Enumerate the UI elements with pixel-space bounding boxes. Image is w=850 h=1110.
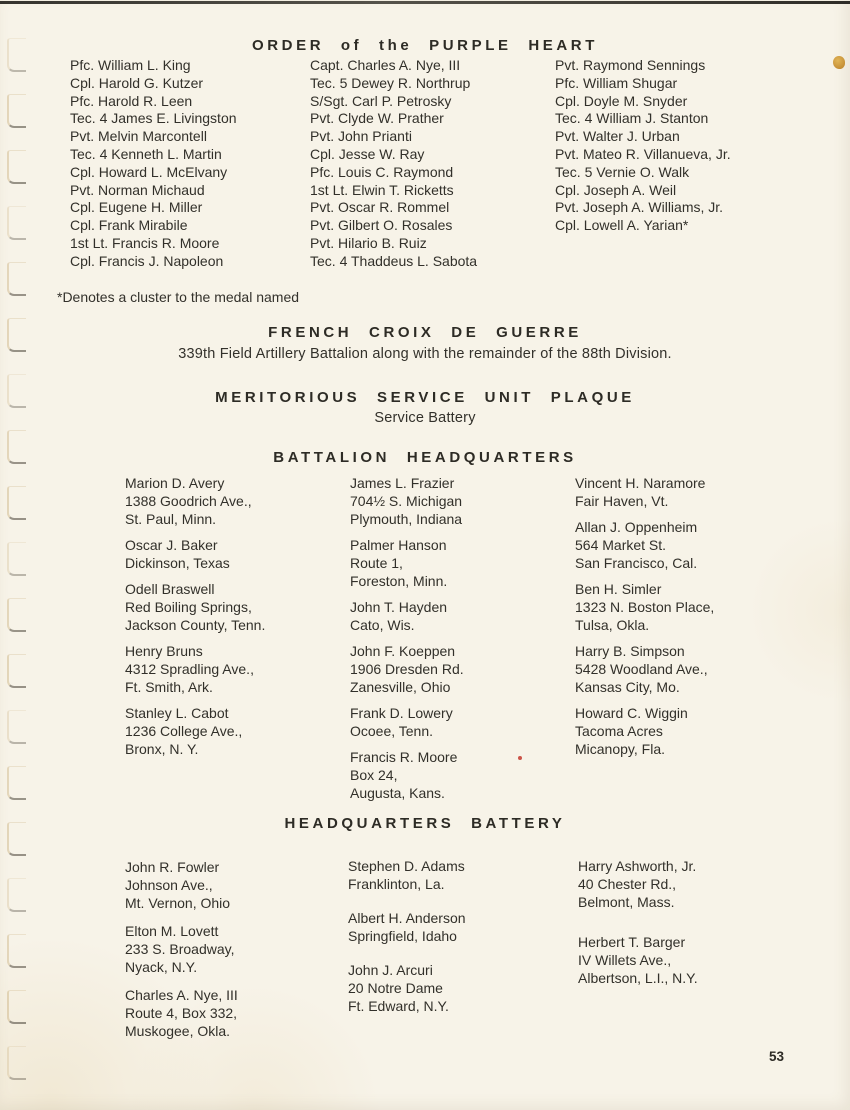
roster-line: Odell Braswell [125, 581, 215, 597]
roster-line: Pvt. Walter J. Urban [555, 128, 680, 145]
roster-entry [125, 858, 238, 912]
roster-line: Cpl. Jesse W. Ray [310, 145, 425, 162]
roster-line: Cpl. Howard L. McElvany [70, 163, 228, 180]
meritorious-plaque-subtitle: Service Battery [374, 410, 476, 426]
roster-line: Pvt. Hilario B. Ruiz [310, 234, 427, 251]
binding-mark [7, 990, 26, 1024]
binding-mark [7, 654, 26, 688]
roster-entry [575, 518, 714, 572]
roster-line: Capt. Charles A. Nye, III [310, 57, 461, 73]
roster-line: Cpl. Harold G. Kutzer [70, 74, 204, 91]
roster-line: John T. Hayden [350, 599, 448, 615]
roster-line: Box 24, [350, 767, 398, 783]
roster-line: Zanesville, Ohio [350, 679, 451, 695]
roster-entry [350, 704, 464, 740]
roster-line: 5428 Woodland Ave., [575, 661, 708, 677]
binding-mark [7, 542, 26, 576]
roster-line: Marion D. Avery [125, 475, 225, 491]
roster-line: Cpl. Doyle M. Snyder [555, 92, 688, 109]
roster-line: Mt. Vernon, Ohio [125, 895, 231, 911]
battalion-hq-column-2 [350, 474, 464, 810]
roster-entry [350, 748, 464, 802]
binding-mark [7, 710, 26, 744]
roster-line: Belmont, Mass. [578, 894, 675, 910]
croix-de-guerre-subtitle: 339th Field Artillery Battalion along with the remainder of the 88th Division. [178, 346, 672, 362]
roster-line: 1236 College Ave., [125, 723, 243, 739]
roster-line: Kansas City, Mo. [575, 679, 680, 695]
roster-line: Tec. 4 Thaddeus L. Sabota [310, 252, 478, 269]
roster-line: San Francisco, Cal. [575, 555, 698, 571]
battalion-hq-title: BATTALION HEADQUARTERS [273, 449, 577, 466]
roster-line: John J. Arcuri [348, 962, 433, 978]
roster-line: Cpl. Lowell A. Yarian* [555, 217, 689, 234]
roster-entry [575, 580, 714, 634]
roster-line: Palmer Hanson [350, 537, 447, 553]
roster-line: 564 Market St. [575, 537, 667, 553]
hq-battery-column-2 [348, 857, 466, 1031]
page-number: 53 [769, 1049, 785, 1064]
hq-battery-title: HEADQUARTERS BATTERY [284, 815, 566, 832]
roster-line: Pvt. Oscar R. Rommel [310, 199, 450, 216]
roster-line: Cpl. Joseph A. Weil [555, 181, 677, 198]
roster-entry [350, 474, 464, 528]
roster-line: Tulsa, Okla. [575, 617, 650, 633]
battalion-hq-column-1 [125, 474, 265, 766]
meritorious-plaque-title: MERITORIOUS SERVICE UNIT PLAQUE [215, 389, 635, 406]
roster-line: Micanopy, Fla. [575, 741, 665, 757]
roster-line: Cato, Wis. [350, 617, 415, 633]
roster-entry [575, 704, 714, 758]
roster-line: Oscar J. Baker [125, 537, 218, 553]
roster-line: Jackson County, Tenn. [125, 617, 266, 633]
roster-line: 704½ S. Michigan [350, 493, 463, 509]
cluster-footnote: *Denotes a cluster to the medal named [57, 289, 300, 305]
roster-entry [348, 961, 466, 1015]
roster-line: Foreston, Minn. [350, 573, 448, 589]
croix-de-guerre-title: FRENCH CROIX DE GUERRE [268, 324, 582, 341]
red-speck [518, 756, 522, 760]
binding-mark [7, 766, 26, 800]
roster-line: Albert H. Anderson [348, 910, 466, 926]
roster-entry [348, 909, 466, 945]
roster-line: Pvt. Melvin Marcontell [70, 128, 207, 145]
roster-line: S/Sgt. Carl P. Petrosky [310, 92, 452, 109]
roster-line: Allan J. Oppenheim [575, 519, 698, 535]
binding-mark [7, 262, 26, 296]
purple-heart-title: ORDER of the PURPLE HEART [251, 37, 598, 54]
roster-line: Howard C. Wiggin [575, 705, 688, 721]
roster-line: St. Paul, Minn. [125, 511, 217, 527]
roster-line: Tec. 4 James E. Livingston [70, 110, 237, 127]
roster-line: 4312 Spradling Ave., [125, 661, 254, 677]
roster-entry [125, 580, 265, 634]
battalion-hq-column-3 [575, 474, 714, 766]
roster-line: Pvt. Raymond Sennings [555, 57, 706, 73]
roster-line: 20 Notre Dame [348, 980, 443, 996]
roster-entry [575, 642, 714, 696]
roster-line: Harry Ashworth, Jr. [578, 858, 697, 874]
roster-line: 1323 N. Boston Place, [575, 599, 715, 615]
roster-line: Springfield, Idaho [348, 928, 457, 944]
roster-entry [575, 474, 714, 510]
roster-line: Stanley L. Cabot [125, 705, 229, 721]
roster-line: Pfc. Louis C. Raymond [310, 163, 454, 180]
roster-line: 1388 Goodrich Ave., [125, 493, 252, 509]
roster-line: 1st Lt. Francis R. Moore [70, 234, 220, 251]
roster-entry [125, 536, 265, 572]
roster-line: Bronx, N. Y. [125, 741, 199, 757]
stain-spot [833, 56, 845, 69]
roster-entry [350, 598, 464, 634]
binding-mark [7, 94, 26, 128]
roster-line: Cpl. Francis J. Napoleon [70, 252, 224, 269]
roster-entry [125, 642, 265, 696]
roster-line: Pvt. Clyde W. Prather [310, 110, 444, 127]
roster-line: 1st Lt. Elwin T. Ricketts [310, 181, 454, 198]
roster-line: Augusta, Kans. [350, 785, 445, 801]
hq-battery-column-1 [125, 858, 238, 1050]
roster-entry [348, 857, 466, 893]
roster-line: Pvt. Mateo R. Villanueva, Jr. [555, 145, 731, 162]
roster-line: Ft. Edward, N.Y. [348, 998, 449, 1014]
hq-battery-column-3 [578, 857, 698, 1009]
roster-line: Tacoma Acres [575, 723, 663, 739]
roster-line: Tec. 4 Kenneth L. Martin [70, 145, 222, 162]
roster-line: 1906 Dresden Rd. [350, 661, 464, 677]
roster-line: Tec. 5 Vernie O. Walk [555, 163, 690, 180]
purple-heart-column-1 [70, 57, 237, 271]
roster-line: James L. Frazier [350, 475, 455, 491]
roster-line: Harry B. Simpson [575, 643, 685, 659]
roster-entry [350, 536, 464, 590]
roster-line: Pvt. Gilbert O. Rosales [310, 217, 453, 234]
roster-entry [578, 857, 698, 911]
roster-line: Tec. 5 Dewey R. Northrup [310, 74, 471, 91]
roster-line: Pfc. Harold R. Leen [70, 92, 193, 109]
roster-line: Pfc. William L. King [70, 57, 191, 73]
roster-line: Pvt. John Prianti [310, 128, 412, 145]
roster-line: Fair Haven, Vt. [575, 493, 669, 509]
roster-line: Francis R. Moore [350, 749, 458, 765]
roster-line: Pvt. Joseph A. Williams, Jr. [555, 199, 724, 216]
roster-line: Cpl. Eugene H. Miller [70, 199, 203, 216]
roster-line: Route 4, Box 332, [125, 1005, 238, 1021]
scan-top-edge [0, 1, 850, 4]
roster-line: Henry Bruns [125, 643, 203, 659]
binding-mark [7, 934, 26, 968]
roster-line: Cpl. Frank Mirabile [70, 217, 188, 234]
roster-line: Nyack, N.Y. [125, 959, 198, 975]
roster-line: Muskogee, Okla. [125, 1023, 231, 1039]
roster-entry [125, 704, 265, 758]
roster-line: Johnson Ave., [125, 877, 213, 893]
roster-line: Ft. Smith, Ark. [125, 679, 213, 695]
roster-entry [578, 933, 698, 987]
roster-line: Plymouth, Indiana [350, 511, 463, 527]
roster-line: Elton M. Lovett [125, 923, 219, 939]
roster-line: Stephen D. Adams [348, 858, 465, 874]
roster-line: Charles A. Nye, III [125, 987, 238, 1003]
roster-line: Albertson, L.I., N.Y. [578, 970, 698, 986]
roster-line: Frank D. Lowery [350, 705, 453, 721]
binding-mark [7, 878, 26, 912]
roster-line: John R. Fowler [125, 859, 220, 875]
roster-line: IV Willets Ave., [578, 952, 672, 968]
roster-line: 40 Chester Rd., [578, 876, 677, 892]
roster-line: Red Boiling Springs, [125, 599, 252, 615]
roster-line: Vincent H. Naramore [575, 475, 706, 491]
roster-line: Dickinson, Texas [125, 555, 230, 571]
roster-line: Pvt. Norman Michaud [70, 181, 205, 198]
roster-line: Route 1, [350, 555, 403, 571]
roster-line: 233 S. Broadway, [125, 941, 235, 957]
roster-entry [350, 642, 464, 696]
roster-entry [125, 474, 265, 528]
binding-mark [7, 486, 26, 520]
binding-mark [7, 1046, 26, 1080]
roster-entry [125, 922, 238, 976]
roster-line: Ocoee, Tenn. [350, 723, 434, 739]
roster-line: John F. Koeppen [350, 643, 456, 659]
roster-line: Pfc. William Shugar [555, 74, 678, 91]
purple-heart-column-2 [310, 57, 477, 271]
roster-line: Tec. 4 William J. Stanton [555, 110, 709, 127]
purple-heart-column-3 [555, 57, 731, 235]
roster-line: Franklinton, La. [348, 876, 445, 892]
roster-line: Herbert T. Barger [578, 934, 686, 950]
binding-mark [7, 598, 26, 632]
roster-entry [125, 986, 238, 1040]
roster-line: Ben H. Simler [575, 581, 662, 597]
binding-mark [7, 206, 26, 240]
binding-mark [7, 150, 26, 184]
